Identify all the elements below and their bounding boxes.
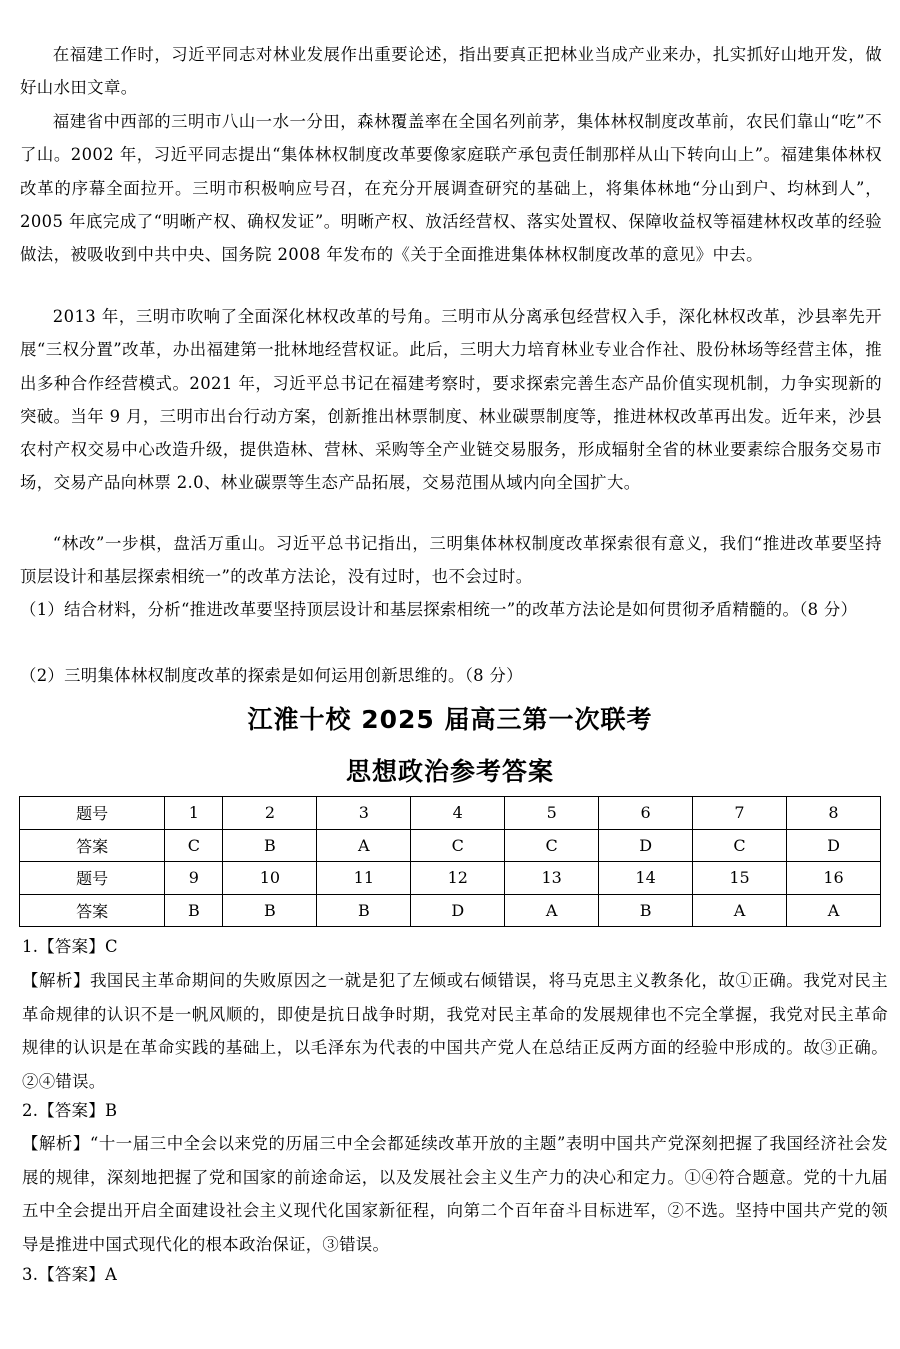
table-cell: 4	[411, 797, 505, 830]
answer-3-heading: 3.【答案】A	[22, 1265, 118, 1284]
table-cell: C	[165, 829, 223, 862]
table-cell: 7	[693, 797, 787, 830]
table-cell: 15	[693, 862, 787, 895]
table-cell: 8	[786, 797, 880, 830]
table-cell: B	[223, 829, 317, 862]
answer-1-heading: 1.【答案】C	[22, 937, 118, 956]
table-cell: B	[165, 894, 223, 927]
question-2: （2）三明集体林权制度改革的探索是如何运用创新思维的。（8 分）	[20, 666, 523, 685]
table-cell: 题号	[20, 797, 165, 830]
table-row	[20, 862, 881, 895]
answer-2-explanation: 【解析】“十一届三中全会以来党的历届三中全会都延续改革开放的主题”表明中国共产党深刻把握了我国经济社会发展的规律，深刻地把握了党和国家的前途命运，以及发展社会主义生产力的决心和定力。①④符合题意。党的十九届五中全会提出开启全面建设社会主义现代化国家新征程，向第二个百年奋斗目标进军，②不选。坚持中国共产党的领导是推进中国式现代化的根本政治保证，③错误。	[22, 1134, 888, 1254]
question-1: （1）结合材料，分析“推进改革要坚持顶层设计和基层探索相统一”的改革方法论是如何贯彻矛盾精髓的。（8 分）	[20, 600, 858, 619]
table-cell: A	[786, 894, 880, 927]
table-cell: D	[786, 829, 880, 862]
table-row	[20, 829, 881, 862]
table-cell: B	[599, 894, 693, 927]
table-cell: 12	[411, 862, 505, 895]
table-cell: C	[693, 829, 787, 862]
table-cell: B	[223, 894, 317, 927]
table-cell: 11	[317, 862, 411, 895]
material-paragraph-1: 在福建工作时，习近平同志对林业发展作出重要论述，指出要真正把林业当成产业来办，扎实抓好山地开发，做好山水田文章。	[20, 45, 882, 98]
table-cell: 9	[165, 862, 223, 895]
table-row	[20, 797, 881, 830]
answer-1-explanation: 【解析】我国民主革命期间的失败原因之一就是犯了左倾或右倾错误，将马克思主义教条化，故①正确。我党对民主革命规律的认识不是一帆风顺的，即使是抗日战争时期，我党对民主革命的发展规律也不完全掌握，我党对民主革命规律的认识是在革命实践的基础上，以毛泽东为代表的中国共产党人在总结正反两方面的经验中形成的。故③正确。②④错误。	[22, 971, 888, 1091]
table-cell: 题号	[20, 862, 165, 895]
table-cell: 10	[223, 862, 317, 895]
answer-2-heading: 2.【答案】B	[22, 1101, 118, 1120]
table-cell: 16	[786, 862, 880, 895]
material-paragraph-3: 2013 年，三明市吹响了全面深化林权改革的号角。三明市从分离承包经营权入手，深化林权改革，沙县率先开展“三权分置”改革，办出福建第一批林地经营权证。此后，三明大力培育林业专业合作社、股份林场等经营主体，推出多种合作经营模式。2021 年，习近平总书记在福建考察时，要求探索完善生态产品价值实现机制，力争实现新的突破。当年 9 月，三明市出台行动方案，创新推出林票制度、林业碳票制度等，推进林权改革再出发。近年来，沙县农村产权交易中心改造升级，提供造林、营林、采购等全产业链交易服务，形成辐射全省的林业要素综合服务交易市场，交易产品向林票 2.0、林业碳票等生态产品拓展，交易范围从域内向全国扩大。	[20, 307, 882, 493]
answer-title: 思想政治参考答案	[345, 757, 554, 786]
table-cell: 6	[599, 797, 693, 830]
table-cell: 14	[599, 862, 693, 895]
table-cell: 5	[505, 797, 599, 830]
table-row	[20, 894, 881, 927]
table-cell: A	[317, 829, 411, 862]
material-paragraph-4: “林改”一步棋，盘活万重山。习近平总书记指出，三明集体林权制度改革探索很有意义，我们“推进改革要坚持顶层设计和基层探索相统一”的改革方法论，没有过时，也不会过时。	[20, 534, 882, 587]
table-cell: A	[693, 894, 787, 927]
answer-table	[19, 796, 881, 927]
material-paragraph-2: 福建省中西部的三明市八山一水一分田，森林覆盖率在全国名列前茅，集体林权制度改革前，农民们靠山“吃”不了山。2002 年，习近平同志提出“集体林权制度改革要像家庭联产承包责任制那样从山下转向山上”。福建集体林权改革的序幕全面拉开。三明市积极响应号召，在充分开展调查研究的基础上，将集体林地“分山到户、均林到人”，2005 年底完成了“明晰产权、确权发证”。明晰产权、放活经营权、落实处置权、保障收益权等福建林权改革的经验做法，被吸收到中共中央、国务院 2008 年发布的《关于全面推进集体林权制度改革的意见》中去。	[20, 112, 882, 265]
table-cell: C	[411, 829, 505, 862]
table-cell: 1	[165, 797, 223, 830]
table-cell: 答案	[20, 829, 165, 862]
table-cell: 2	[223, 797, 317, 830]
table-cell: D	[599, 829, 693, 862]
table-cell: 3	[317, 797, 411, 830]
table-cell: C	[505, 829, 599, 862]
table-cell: 13	[505, 862, 599, 895]
table-cell: A	[505, 894, 599, 927]
exam-title: 江淮十校 2025 届高三第一次联考	[247, 705, 653, 734]
table-cell: 答案	[20, 894, 165, 927]
table-cell: D	[411, 894, 505, 927]
table-cell: B	[317, 894, 411, 927]
